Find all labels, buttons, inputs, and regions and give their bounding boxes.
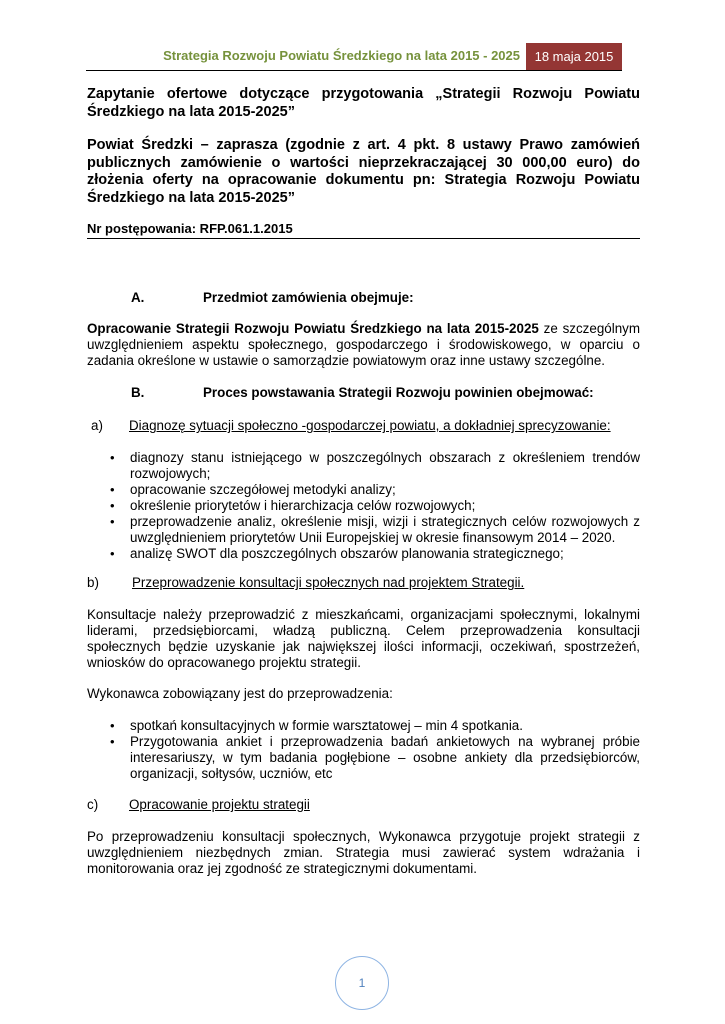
section-a-paragraph-bold: Opracowanie Strategii Rozwoju Powiatu Średzkiego na lata 2015-2025 [87, 321, 539, 336]
section-a-title: Przedmiot zamówienia obejmuje: [203, 290, 414, 305]
header-title: Strategia Rozwoju Powiatu Średzkiego na lata 2015 - 2025 [163, 48, 520, 63]
list-item: • opracowanie szczegółowej metodyki analizy; [110, 482, 640, 498]
sub-c-paragraph: Po przeprowadzeniu konsultacji społecznych, Wykonawca przygotuje projekt strategii z uwzględnieniem niezbędnych zmian. Strategia musi zawierać system wdrażania i monitorowania oraz jej zgodność ze strategicznymi dokumentami. [87, 829, 640, 876]
sub-a-letter: a) [91, 418, 103, 433]
section-b-letter: B. [131, 385, 145, 400]
header-divider [86, 70, 622, 71]
sub-c-title: Opracowanie projektu strategii [129, 797, 310, 812]
list-item: • analizę SWOT dla poszczególnych obszarów planowania strategicznego; [110, 546, 640, 562]
list-item: • spotkań konsultacyjnych w formie warsztatowej – min 4 spotkania. [110, 718, 640, 734]
list-item: • przeprowadzenie analiz, określenie misji, wizji i strategicznych celów rozwojowych z uwzględnieniem priorytetów Unii Europejskiej w okresie finansowym 2014 – 2020. [110, 514, 640, 546]
heading-request: Zapytanie ofertowe dotyczące przygotowania „Strategii Rozwoju Powiatu Średzkiego na lata 2015-2025” [87, 86, 640, 120]
list-item: • diagnozy stanu istniejącego w poszczególnych obszarach z określeniem trendów rozwojowych; [110, 450, 640, 482]
header-date-badge: 18 maja 2015 [526, 43, 622, 70]
procedure-number: Nr postępowania: RFP.061.1.2015 [87, 221, 293, 236]
section-a-letter: A. [131, 290, 145, 305]
section-a-paragraph-rest: ze szczególnym uwzględnieniem aspektu społecznego, gospodarczego i środowiskowego, w oparciu o zadania określone w ustawie o samorządzie powiatowym oraz inne ustawy szczególne. [87, 321, 640, 368]
section-b-title: Proces powstawania Strategii Rozwoju powinien obejmować: [203, 385, 594, 400]
sub-c-letter: c) [87, 797, 99, 812]
sub-b-letter: b) [87, 575, 99, 590]
sub-b-list [110, 718, 640, 782]
sub-a-list [110, 450, 640, 562]
section-a-paragraph [87, 321, 640, 369]
sub-a-title: Diagnozę sytuacji społeczno -gospodarczej powiatu, a dokładniej sprecyzowanie: [129, 418, 611, 433]
list-item: • Przygotowania ankiet i przeprowadzenia badań ankietowych na wybranej próbie interesariuszy, w tym badania pogłębione – osobne ankiety dla przedsiębiorców, organizacji, sołtysów, uczniów, etc [110, 734, 640, 782]
list-item: • określenie priorytetów i hierarchizacja celów rozwojowych; [110, 498, 640, 514]
heading-invitation: Powiat Średzki – zaprasza (zgodnie z art. 4 pkt. 8 ustawy Prawo zamówień publicznych zamówienie o wartości nieprzekraczającej 30 000,00 euro) do złożenia oferty na opracowanie dokumentu pn: Strategia Rozwoju Powiatu Średzkiego na lata 2015-2025” [87, 137, 640, 206]
sub-b-contractor-text: Wykonawca zobowiązany jest do przeprowadzenia: [87, 686, 393, 701]
page-number: 1 [335, 956, 389, 1010]
sub-b-paragraph: Konsultacje należy przeprowadzić z mieszkańcami, organizacjami społecznymi, lokalnymi liderami, przedsiębiorcami, władzą publiczną. Celem przeprowadzenia konsultacji społecznych będzie uzyskanie jak największej ilości informacji, oczekiwań, spostrzeżeń, wniosków do opracowanego projektu strategii. [87, 607, 640, 670]
procedure-divider [87, 238, 640, 239]
sub-b-title: Przeprowadzenie konsultacji społecznych nad projektem Strategii. [132, 575, 525, 590]
